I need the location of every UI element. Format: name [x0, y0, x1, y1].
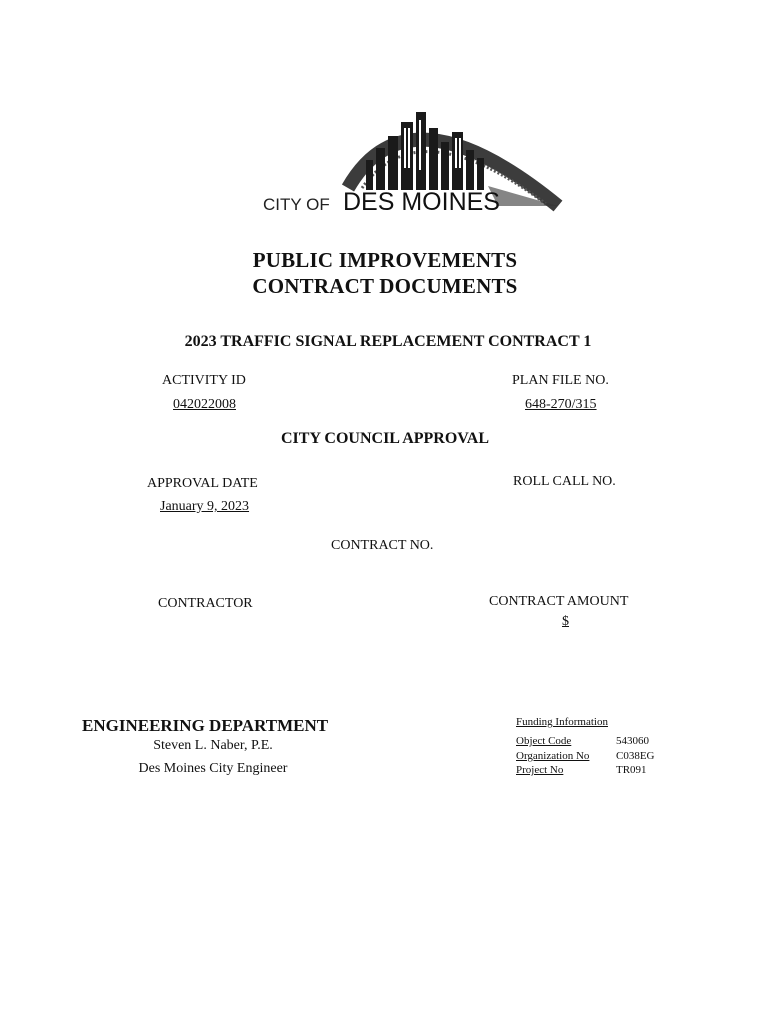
activity-id-value: 042022008: [173, 397, 236, 412]
city-logo: [258, 98, 568, 218]
approval-date-label: APPROVAL DATE: [147, 476, 258, 491]
city-engineer-title: Des Moines City Engineer: [138, 761, 288, 776]
contract-no-label: CONTRACT NO.: [331, 538, 434, 553]
funding-value: C038EG: [616, 750, 655, 762]
funding-key: Project No: [516, 764, 564, 776]
engineering-department-heading: ENGINEERING DEPARTMENT: [82, 716, 329, 735]
funding-row-project-no: [516, 764, 666, 776]
activity-id-label: ACTIVITY ID: [162, 373, 246, 388]
logo-text-prefix: CITY OF: [263, 195, 330, 214]
plan-file-label: PLAN FILE NO.: [512, 373, 609, 388]
roll-call-label: ROLL CALL NO.: [513, 474, 616, 489]
contract-amount-label: CONTRACT AMOUNT: [489, 594, 629, 609]
city-engineer-name: Steven L. Naber, P.E.: [153, 738, 273, 753]
des-moines-bridge-logo: [258, 98, 568, 218]
funding-key: Organization No: [516, 750, 590, 762]
plan-file-value: 648-270/315: [525, 397, 597, 412]
funding-key: Object Code: [516, 735, 572, 747]
funding-row-organization-no: [516, 750, 666, 762]
contractor-label: CONTRACTOR: [158, 596, 253, 611]
funding-information-heading: Funding Information: [516, 716, 608, 728]
logo-text-main: DES MOINES: [343, 188, 500, 216]
document-title-line2: CONTRACT DOCUMENTS: [252, 274, 518, 298]
funding-value: TR091: [616, 764, 647, 776]
project-name: 2023 TRAFFIC SIGNAL REPLACEMENT CONTRACT 1: [184, 333, 592, 350]
approval-date-value: January 9, 2023: [160, 499, 250, 514]
funding-row-object-code: [516, 735, 666, 747]
contract-amount-value: $: [562, 614, 569, 629]
council-approval-heading: CITY COUNCIL APPROVAL: [280, 430, 490, 447]
document-title-line1: PUBLIC IMPROVEMENTS: [252, 248, 518, 272]
funding-value: 543060: [616, 735, 649, 747]
